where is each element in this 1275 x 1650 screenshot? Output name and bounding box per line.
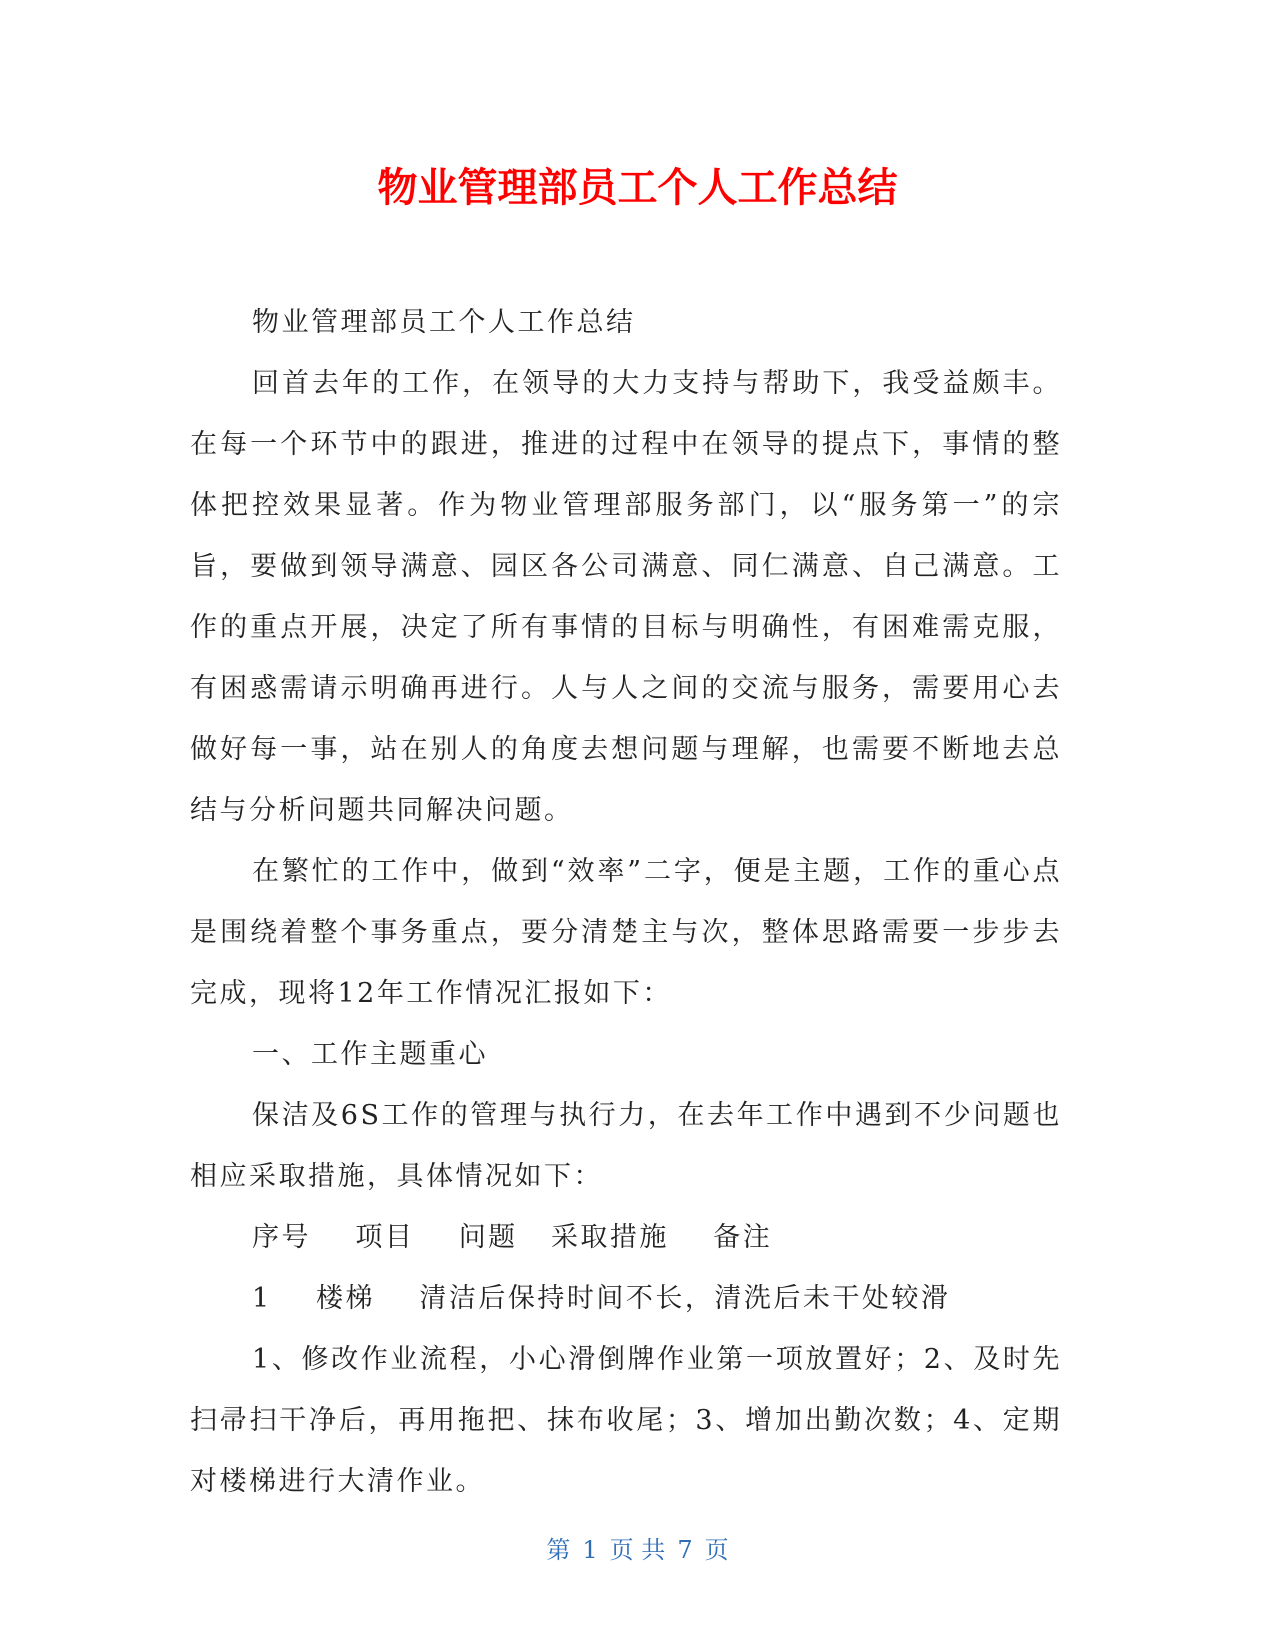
table-header-cell: 问题 [458,1222,518,1253]
footer-prefix: 第 [546,1536,571,1564]
table-row [190,1268,1062,1329]
table-header-cell: 项目 [355,1222,415,1253]
page-footer [0,1534,1275,1566]
paragraph: 回首去年的工作，在领导的大力支持与帮助下，我受益颇丰。在每一个环节中的跟进，推进的过程中在领导的提点下，事情的整体把控效果显著。作为物业管理部服务部门，以“服务第一”的宗旨，要做到领导满意、园区各公司满意、同仁满意、自己满意。工作的重点开展，决定了所有事情的目标与明确性，有困难需克服，有困惑需请示明确再进行。人与人之间的交流与服务，需要用心去做好每一事，站在别人的角度去想问题与理解，也需要不断地去总结与分析问题共同解决问题。 [190,368,1062,826]
section-heading: 一、工作主题重心 [252,1039,488,1070]
table-header-row [190,1207,1062,1268]
measures-paragraph: 1、修改作业流程，小心滑倒牌作业第一项放置好；2、及时先扫帚扫干净后，再用拖把、抹布收尾；3、增加出勤次数；4、定期对楼梯进行大清作业。 [190,1344,1062,1497]
table-header-cell: 序号 [252,1222,311,1253]
paragraph: 在繁忙的工作中，做到“效率”二字，便是主题，工作的重心点是围绕着整个事务重点，要分清楚主与次，整体思路需要一步步去完成，现将12年工作情况汇报如下： [190,856,1062,1009]
document-title: 物业管理部员工个人工作总结 [377,165,898,211]
document-body [190,292,1062,1512]
heading-line: 物业管理部员工个人工作总结 [252,307,636,338]
table-header-cell: 备注 [713,1222,773,1253]
paragraph: 保洁及6S工作的管理与执行力，在去年工作中遇到不少问题也相应采取措施，具体情况如下： [190,1100,1062,1192]
table-header-cell: 采取措施 [550,1222,669,1253]
table-cell-no: 1 [252,1283,272,1314]
table-cell-problem: 清洁后保持时间不长，清洗后未干处较滑 [419,1283,951,1314]
footer-suffix: 页 [704,1536,729,1564]
footer-mid: 页 共 [609,1536,666,1564]
table-cell-item: 楼梯 [316,1283,376,1314]
footer-current-page: 1 [582,1536,598,1564]
footer-total-pages: 7 [677,1536,693,1564]
